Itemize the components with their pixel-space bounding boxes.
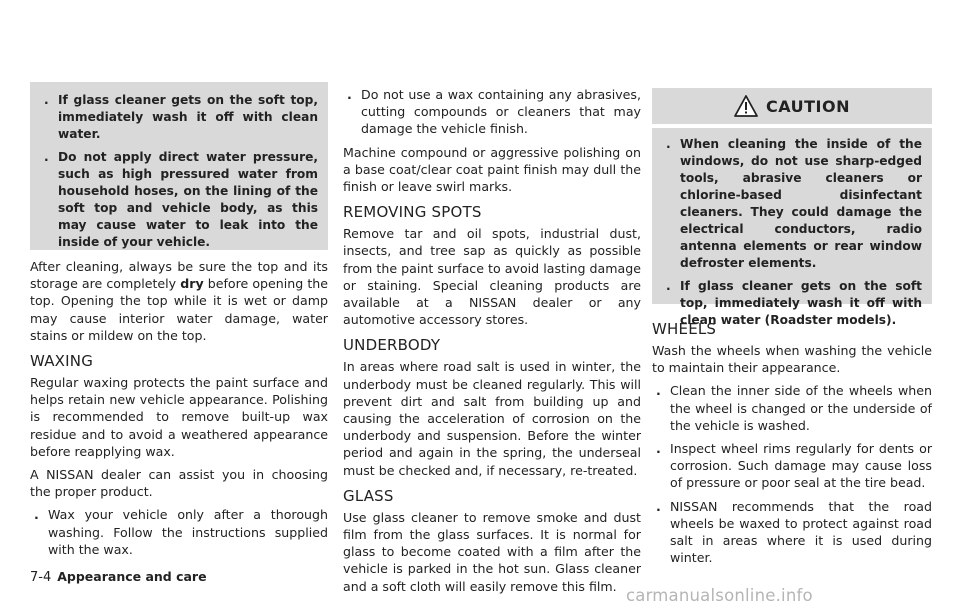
bullet: . [666, 279, 671, 293]
bullet: . [656, 498, 661, 514]
page-footer [30, 569, 207, 585]
list-item: . Clean the inner side of the wheels when the wheel is changed or the underside of the vehicle is washed. [652, 382, 932, 434]
compound-paragraph: Machine compound or aggressive polishing on a base coat/clear coat paint finish may dull the finish or leave swirl marks. [343, 144, 641, 195]
section-title: Appearance and care [57, 569, 207, 584]
wheels-heading: WHEELS [652, 320, 717, 338]
caution-item: . If glass cleaner gets on the soft top, immediately wash it off with clean water (Roadster models). [662, 278, 922, 329]
bullet: . [44, 150, 49, 164]
glass-heading: GLASS [343, 486, 394, 505]
caution-title: CAUTION [766, 96, 850, 116]
watermark: carmanualsonline.info [626, 586, 813, 605]
bullet: . [656, 441, 661, 457]
column-left [30, 258, 328, 564]
page-number: 7-4 [30, 570, 52, 585]
dealer-paragraph: A NISSAN dealer can assist you in choosing the proper product. [30, 467, 328, 500]
bullet: . [666, 137, 671, 151]
bullet: . [34, 507, 39, 523]
warning-triangle-icon [734, 95, 758, 117]
caution-box [652, 128, 932, 327]
dry-emphasis: dry [180, 276, 204, 292]
list-item: . Inspect wheel rims regularly for dents or corrosion. Such damage may cause loss of pressure or poor seal at the tire bead. [652, 440, 932, 492]
after-cleaning-paragraph: After cleaning, always be sure the top and its storage are completely dry before opening the top. Opening the top while it is wet or damp may cause interior water damage, water stains or mildew on the top. [30, 259, 328, 343]
waxing-heading: WAXING [30, 352, 94, 371]
warning-box [30, 82, 328, 250]
caution-header [652, 88, 932, 124]
column-right [652, 312, 932, 572]
underbody-heading: UNDERBODY [343, 336, 441, 355]
bullet: . [347, 87, 352, 102]
warning-text: If glass cleaner gets on the soft top, immediately wash it off with clean water. [58, 93, 318, 141]
warning-text: Do not apply direct water pressure, such as high pressured water from household hoses, on the lining of the soft top and vehicle body, as this may cause water to leak into the inside of your vehicle. [58, 150, 318, 249]
list-item: . Wax your vehicle only after a thorough washing. Follow the instructions supplied with the wax. [30, 506, 328, 558]
warning-item [40, 149, 318, 251]
list-item: . NISSAN recommends that the road wheels be waxed to protect against road salt in areas where it is used during winter. [652, 498, 932, 567]
list-item: . Do not use a wax containing any abrasives, cutting compounds or cleaners that may damage the vehicle finish. [343, 86, 641, 138]
removing-spots-heading: REMOVING SPOTS [343, 203, 482, 222]
underbody-paragraph: In areas where road salt is used in winter, the underbody must be cleaned regularly. This will prevent dirt and salt from building up and causing the acceleration of corrosion on the underbody and suspension. Before the winter period and again in the spring, the underseal must be checked and, if necessary, re-treated. [343, 359, 641, 478]
bullet: . [656, 383, 661, 399]
wheels-paragraph: Wash the wheels when washing the vehicle to maintain their appearance. [652, 343, 932, 376]
column-middle [343, 86, 641, 601]
warning-item [40, 92, 318, 143]
caution-item: . When cleaning the inside of the windows, do not use sharp-edged tools, abrasive cleaners or chlorine-based disinfectant cleaners. They could damage the electrical conductors, radio antenna elements or rear window defroster elements. [662, 136, 922, 272]
spots-paragraph: Remove tar and oil spots, industrial dust, insects, and tree sap as quickly as possible from the paint surface to avoid lasting damage or staining. Special cleaning products are available at a NISSAN dealer or any automotive accessory stores. [343, 226, 641, 328]
bullet: . [44, 93, 49, 107]
waxing-paragraph: Regular waxing protects the paint surface and helps retain new vehicle appearance. Polishing is recommended to remove built-up wax residue and to avoid a weathered appearance before reapplying wax. [30, 375, 328, 459]
glass-paragraph: Use glass cleaner to remove smoke and dust film from the glass surfaces. It is normal for glass to become coated with a film after the vehicle is parked in the hot sun. Glass cleaner and a soft cloth will easily remove this film. [343, 509, 641, 594]
